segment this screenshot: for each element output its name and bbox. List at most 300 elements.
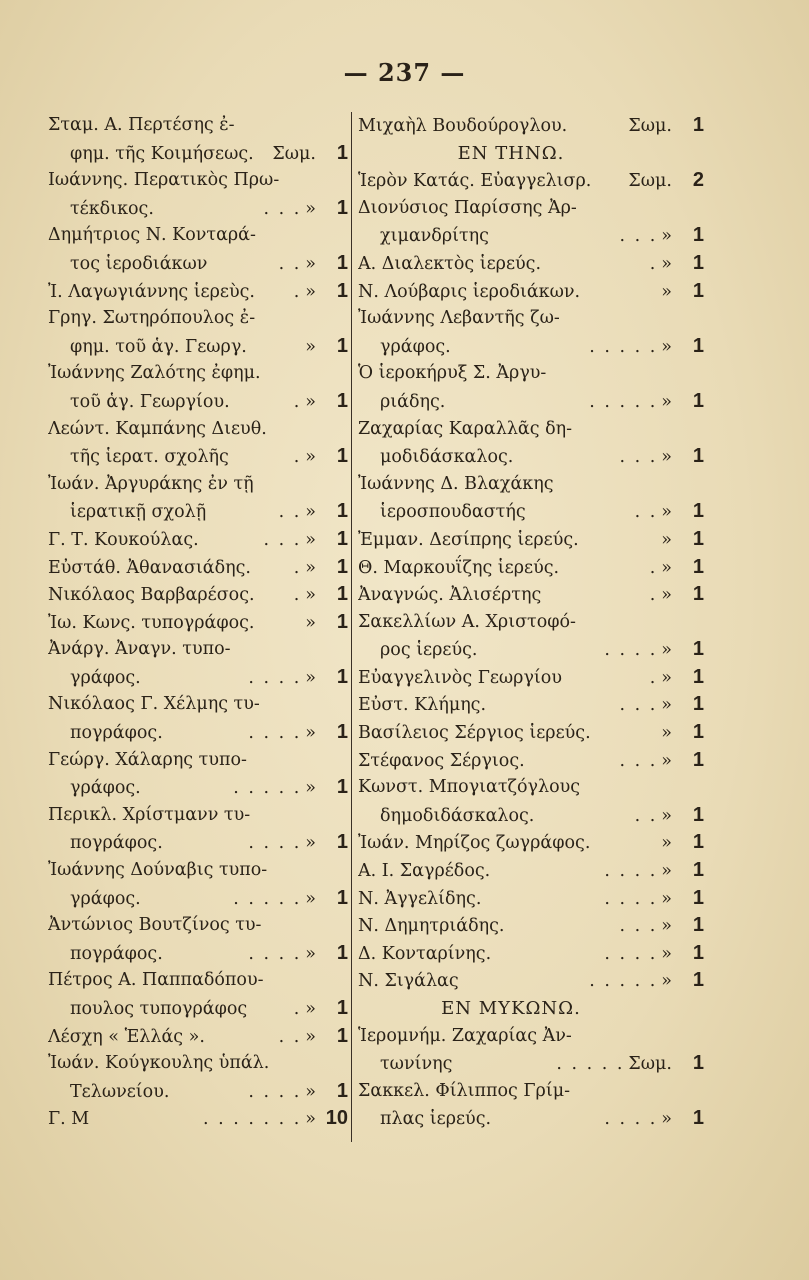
subscriber-name: πουλος τυπογράφος: [70, 999, 248, 1019]
entry-line: [48, 1078, 348, 1106]
subscriber-entry: [358, 581, 704, 609]
leader-dots: . .: [634, 502, 658, 523]
unit-label: »: [661, 226, 672, 247]
subscriber-name: Στέφανος Σέργιος.: [358, 750, 525, 771]
subscriber-name: Λέσχη « Ἑλλάς ».: [48, 1026, 205, 1047]
subscriber-name: Περικλ. Χρίστμανν τυ-: [48, 804, 251, 825]
leader-dots: . . .: [619, 750, 658, 771]
subscriber-name: Διονύσιος Παρίσσης Ἀρ-: [358, 197, 577, 218]
copies-count: 1: [336, 196, 348, 219]
subscriber-name: ριάδης.: [380, 391, 446, 412]
copies-count: 1: [336, 665, 348, 688]
entry-line: [358, 774, 704, 802]
copies-count: 1: [692, 1107, 704, 1130]
leader-dots: . . . . .: [556, 1054, 625, 1075]
entry-line: [48, 857, 348, 885]
entry-line: [358, 388, 704, 416]
unit-label: »: [661, 253, 672, 274]
subscriber-entry: [48, 636, 348, 691]
entry-line: [358, 609, 704, 637]
subscriber-name: Εὐαγγελινὸς Γεωργίου: [358, 667, 562, 688]
subscriber-name: Σακκελ. Φίλιππος Γρίμ-: [358, 1080, 570, 1101]
subscriber-name: Ν. Δημητριάδης.: [358, 916, 505, 937]
leader-dots: . . . . . . .: [202, 1109, 302, 1130]
entry-line: [48, 636, 348, 664]
entry-line: [48, 802, 348, 830]
leader-dots: . .: [278, 1026, 302, 1047]
subscriber-entry: [48, 526, 348, 554]
subscriber-entry: [358, 416, 704, 471]
subscriber-entry: [48, 471, 348, 526]
subscriber-entry: [358, 747, 704, 775]
subscriber-name: Ζαχαρίας Καραλλᾶς δη-: [358, 418, 573, 439]
leader-dots: . . . . .: [233, 778, 302, 799]
entry-line: [48, 250, 348, 278]
copies-count: 1: [692, 721, 704, 744]
unit-label: »: [661, 529, 672, 550]
subscriber-name: χιμανδρίτης: [380, 226, 489, 247]
unit-label: Σωμ.: [628, 1054, 672, 1075]
unit-label: »: [661, 833, 672, 854]
copies-count: 1: [692, 1052, 704, 1075]
entry-line: [358, 416, 704, 444]
subscriber-name: Πέτρος Α. Παππαδόπου-: [48, 970, 264, 991]
subscriber-entry: [48, 581, 348, 609]
subscriber-entry: [358, 719, 704, 747]
unit-label: »: [305, 833, 316, 854]
leader-dots: .: [293, 391, 302, 412]
subscriber-entry: [358, 912, 704, 940]
leader-dots: .: [293, 557, 302, 578]
subscriber-entry: [358, 885, 704, 913]
subscriber-name: Ἀντώνιος Βουτζίνος τυ-: [48, 915, 262, 936]
copies-count: 1: [692, 334, 704, 357]
leader-dots: . . . .: [248, 667, 302, 688]
copies-count: 1: [692, 665, 704, 688]
leader-dots: . . .: [619, 695, 658, 716]
entry-line: [48, 140, 348, 168]
copies-count: 1: [336, 389, 348, 412]
entry-line: [48, 498, 348, 526]
subscriber-name: πλας ἱερεύς.: [380, 1109, 492, 1130]
entry-line: [358, 305, 704, 333]
entry-line: [358, 581, 704, 609]
copies-count: 1: [692, 914, 704, 937]
leader-dots: .: [649, 253, 658, 274]
subscriber-entry: [48, 222, 348, 277]
unit-label: »: [305, 281, 316, 302]
entry-line: [358, 195, 704, 223]
subscriber-name: ρος ἱερεύς.: [380, 640, 478, 661]
copies-count: 1: [692, 527, 704, 550]
entry-line: [48, 747, 348, 775]
unit-label: »: [305, 447, 316, 468]
subscriber-name: τοῦ ἁγ. Γεωργίου.: [70, 391, 230, 412]
leader-dots: . . . .: [604, 861, 658, 882]
entry-line: [48, 333, 348, 361]
leader-dots: . . . . .: [233, 888, 302, 909]
entry-line: [48, 967, 348, 995]
subscriber-name: Ιωάννης. Περατικὸς Πρω-: [48, 170, 280, 191]
entry-line: [358, 719, 704, 747]
subscriber-entry: [358, 691, 704, 719]
subscriber-name: τος ἱεροδιάκων: [70, 253, 208, 274]
subscriber-name: γράφος.: [70, 888, 141, 909]
unit-label: »: [661, 502, 672, 523]
subscriber-name: δημοδιδάσκαλος.: [380, 805, 535, 826]
subscriber-name: πογράφος.: [70, 943, 163, 964]
copies-count: 1: [692, 251, 704, 274]
copies-count: 1: [336, 831, 348, 854]
entry-line: [358, 443, 704, 471]
subscriber-name: Μιχαὴλ Βουδούρογλου.: [358, 116, 568, 136]
copies-count: 1: [336, 141, 348, 164]
leader-dots: .: [293, 999, 302, 1019]
entry-line: [48, 471, 348, 499]
leader-dots: .: [649, 667, 658, 688]
leader-dots: . . . .: [604, 1109, 658, 1130]
copies-count: 1: [336, 527, 348, 550]
subscriber-name: τωνίνης: [380, 1054, 453, 1075]
unit-label: »: [305, 999, 316, 1019]
entry-line: [48, 1105, 348, 1133]
subscriber-name: μοδιδάσκαλος.: [380, 447, 514, 468]
subscriber-name: φημ. τῆς Κοιμήσεως.: [70, 143, 254, 164]
unit-label: »: [661, 805, 672, 826]
entry-line: [358, 471, 704, 499]
unit-label: »: [305, 667, 316, 688]
entry-line: [358, 1078, 704, 1106]
leader-dots: . . . .: [604, 943, 658, 964]
entry-line: [48, 940, 348, 968]
subscriber-name: γράφος.: [380, 336, 451, 357]
subscriber-name: Ἰ. Λαγωγιάννης ἱερεὺς.: [48, 281, 255, 302]
unit-label: »: [305, 336, 316, 357]
subscriber-name: τέκδικος.: [70, 198, 154, 219]
unit-label: »: [661, 1109, 672, 1130]
subscriber-entry: [358, 278, 704, 306]
unit-label: »: [661, 861, 672, 882]
unit-label: »: [305, 585, 316, 606]
unit-label: »: [661, 695, 672, 716]
subscriber-entry: [48, 609, 348, 637]
subscriber-name: Ἰωάννης Λεβαντῆς ζω-: [358, 308, 560, 329]
subscriber-entry: [48, 802, 348, 857]
unit-label: Σωμ.: [272, 143, 316, 164]
unit-label: »: [661, 723, 672, 744]
entry-line: [358, 333, 704, 361]
subscriber-name: πογράφος.: [70, 833, 163, 854]
leader-dots: . . . .: [248, 833, 302, 854]
entry-line: [358, 1023, 704, 1051]
subscriber-entry: [358, 967, 704, 995]
subscriber-name: Σακελλίων Α. Χριστοφό-: [358, 611, 576, 632]
subscriber-name: Γρηγ. Σωτηρόπουλος ἐ-: [48, 308, 256, 329]
leader-dots: . .: [278, 253, 302, 274]
subscriber-entry: [358, 940, 704, 968]
subscriber-entry: [358, 857, 704, 885]
entry-line: [358, 360, 704, 388]
entry-line: [48, 388, 348, 416]
leader-dots: . . . . .: [589, 971, 658, 992]
subscriber-entry: [358, 829, 704, 857]
subscriber-name: Α. Ι. Σαγρέδος.: [358, 861, 491, 882]
entry-line: [48, 995, 348, 1023]
entry-line: [48, 112, 348, 140]
unit-label: »: [661, 391, 672, 412]
subscriber-name: Ἰω. Κωνς. τυπογράφος.: [48, 612, 255, 633]
copies-count: 1: [336, 334, 348, 357]
subscriber-entry: [48, 554, 348, 582]
subscriber-name: γράφος.: [70, 667, 141, 688]
entry-line: [358, 1050, 704, 1078]
subscriber-name: Δημήτριος Ν. Κονταρά-: [48, 225, 256, 246]
subscriber-name: Τελωνείου.: [70, 1081, 170, 1102]
unit-label: »: [305, 253, 316, 274]
subscriber-name: φημ. τοῦ ἁγ. Γεωργ.: [70, 336, 247, 357]
leader-dots: . . .: [263, 529, 302, 550]
subscriber-name: Ἀνάργ. Ἀναγν. τυπο-: [48, 639, 231, 660]
subscriber-entry: [48, 360, 348, 415]
entry-line: [358, 278, 704, 306]
unit-label: »: [305, 502, 316, 523]
copies-count: 1: [692, 114, 704, 136]
subscriber-name: Εὐστ. Κλήμης.: [358, 695, 487, 716]
copies-count: 1: [336, 610, 348, 633]
subscriber-name: Γ. Τ. Κουκούλας.: [48, 529, 199, 550]
subscriber-entry: [358, 250, 704, 278]
subscriber-entry: [48, 1105, 348, 1133]
copies-count: 1: [336, 997, 348, 1019]
entry-line: [358, 829, 704, 857]
subscriber-name: Ἐμμαν. Δεσίπρης ἱερεύς.: [358, 529, 579, 550]
subscriber-entry: [48, 416, 348, 471]
leader-dots: . . . .: [248, 723, 302, 744]
subscriber-name: Ἱερὸν Κατάς. Εὐαγγελισρ.: [358, 171, 592, 192]
unit-label: »: [305, 943, 316, 964]
column-divider: [351, 112, 352, 1142]
subscriber-name: Ν. Λούβαρις ἱεροδιάκων.: [358, 281, 581, 302]
copies-count: 1: [692, 748, 704, 771]
subscriber-name: Κωνστ. Μπογιατζόγλους: [358, 777, 581, 798]
copies-count: 1: [692, 279, 704, 302]
entry-line: [48, 416, 348, 444]
subscriber-entry: [48, 167, 348, 222]
leader-dots: . . . .: [248, 943, 302, 964]
subscriber-name: Ἱερομνήμ. Ζαχαρίας Ἀν-: [358, 1025, 572, 1046]
leader-dots: . . . .: [248, 1081, 302, 1102]
leader-dots: . . .: [619, 447, 658, 468]
entry-line: [48, 885, 348, 913]
unit-label: Σωμ.: [628, 116, 672, 136]
subscriber-name: Α. Διαλεκτὸς ἱερεύς.: [358, 253, 542, 274]
subscriber-name: Ἰωάν. Κούγκουλης ὑπάλ.: [48, 1053, 270, 1074]
subscriber-entry: [358, 1023, 704, 1078]
subscriber-entry: [358, 664, 704, 692]
copies-count: 1: [692, 859, 704, 882]
subscriber-name: Ὁ ἱεροκήρυξ Σ. Ἀργυ-: [358, 363, 547, 384]
leader-dots: . . . . .: [589, 336, 658, 357]
subscriber-name: Ἰωάν. Ἀργυράκης ἐν τῇ: [48, 473, 254, 494]
location-heading: ΕΝ ΤΗΝΩ.: [457, 142, 565, 164]
subscriber-entry: [358, 360, 704, 415]
copies-count: 1: [692, 831, 704, 854]
subscriber-entry: [358, 774, 704, 829]
unit-label: »: [305, 1109, 316, 1130]
entry-line: [48, 443, 348, 471]
entry-line: [358, 1105, 704, 1133]
subscriber-entry: [358, 471, 704, 526]
copies-count: 1: [336, 555, 348, 578]
subscriber-entry: [48, 1023, 348, 1051]
copies-count: 1: [692, 500, 704, 523]
subscriber-name: Βασίλειος Σέργιος ἱερεύς.: [358, 723, 591, 744]
subscriber-name: τῆς ἱερατ. σχολῆς: [70, 447, 229, 468]
copies-count: 1: [336, 279, 348, 302]
unit-label: »: [661, 888, 672, 909]
entry-line: [358, 250, 704, 278]
entry-line: [48, 829, 348, 857]
entry-line: [48, 554, 348, 582]
entry-line: [48, 719, 348, 747]
entry-line: [48, 1050, 348, 1078]
leader-dots: . .: [278, 502, 302, 523]
copies-count: 1: [692, 583, 704, 606]
entry-line: [358, 112, 704, 140]
subscriber-name: ἱερατικῇ σχολῇ: [70, 502, 207, 523]
entry-line: [48, 167, 348, 195]
unit-label: »: [305, 557, 316, 578]
copies-count: 1: [336, 886, 348, 909]
copies-count: 1: [692, 389, 704, 412]
unit-label: »: [661, 447, 672, 468]
location-heading: ΕΝ ΜΥΚΩΝΩ.: [441, 998, 581, 1019]
subscriber-name: Ἰωάννης Δούναβις τυπο-: [48, 860, 268, 881]
copies-count: 1: [692, 445, 704, 468]
subscriber-entry: [358, 112, 704, 140]
copies-count: 1: [692, 803, 704, 826]
subscriber-entry: [48, 691, 348, 746]
unit-label: »: [661, 667, 672, 688]
leader-dots: .: [293, 585, 302, 606]
leader-dots: . .: [634, 805, 658, 826]
subscriber-name: Λεώντ. Καμπάνης Διευθ.: [48, 418, 267, 439]
leader-dots: .: [649, 557, 658, 578]
subscriber-entry: [358, 609, 704, 664]
subscriber-name: Δ. Κονταρίνης.: [358, 943, 492, 964]
copies-count: 2: [692, 169, 704, 192]
subscriber-name: Εὐστάθ. Ἀθανασιάδης.: [48, 557, 251, 578]
entry-line: [48, 581, 348, 609]
unit-label: »: [305, 723, 316, 744]
subscriber-name: Νικόλαος Βαρβαρέσος.: [48, 585, 255, 606]
leader-dots: . . . .: [604, 640, 658, 661]
entry-line: [48, 774, 348, 802]
subscriber-entry: [48, 857, 348, 912]
entry-line: [358, 526, 704, 554]
subscriber-name: Ἀναγνώς. Ἀλισέρτης: [358, 585, 542, 606]
entry-line: [358, 498, 704, 526]
subscriber-entry: [48, 967, 348, 1022]
copies-count: 1: [692, 638, 704, 661]
leader-dots: . . .: [619, 916, 658, 937]
copies-count: 1: [692, 886, 704, 909]
entry-line: [48, 195, 348, 223]
copies-count: 1: [692, 224, 704, 247]
entry-line: [358, 747, 704, 775]
subscriber-name: Ἰωάννης Ζαλότης ἐφημ.: [48, 363, 261, 384]
subscriber-entry: [358, 167, 704, 195]
copies-count: 1: [336, 776, 348, 799]
entry-line: [358, 967, 704, 995]
subscriber-name: Σταμ. Α. Περτέσης ἐ-: [48, 115, 235, 135]
entry-line: [358, 912, 704, 940]
entry-line: [48, 305, 348, 333]
entry-line: [48, 691, 348, 719]
unit-label: »: [305, 529, 316, 550]
unit-label: »: [305, 612, 316, 633]
entry-line: [48, 278, 348, 306]
unit-label: »: [305, 391, 316, 412]
leader-dots: . . .: [263, 198, 302, 219]
subscriber-name: Γεώργ. Χάλαρης τυπο-: [48, 749, 247, 770]
subscriber-name: Θ. Μαρκουΐζης ἱερεύς.: [358, 557, 560, 578]
entry-line: [358, 885, 704, 913]
unit-label: »: [661, 336, 672, 357]
entry-line: [48, 526, 348, 554]
unit-label: »: [661, 640, 672, 661]
copies-count: 1: [336, 500, 348, 523]
leader-dots: . . . .: [604, 888, 658, 909]
entry-line: [48, 912, 348, 940]
entry-line: [48, 609, 348, 637]
subscriber-name: Γ. Μ: [48, 1109, 90, 1130]
unit-label: Σωμ.: [628, 171, 672, 192]
copies-count: 1: [336, 721, 348, 744]
copies-count: 1: [692, 555, 704, 578]
entry-line: [48, 222, 348, 250]
unit-label: »: [661, 557, 672, 578]
entry-line: [358, 802, 704, 830]
subscriber-entry: [358, 305, 704, 360]
unit-label: »: [661, 943, 672, 964]
subscriber-entry: [358, 195, 704, 250]
entry-line: [48, 1023, 348, 1051]
entry-line: [358, 664, 704, 692]
entry-line: [358, 636, 704, 664]
leader-dots: . . . . .: [589, 391, 658, 412]
subscriber-entry: [48, 912, 348, 967]
subscriber-name: ἱεροσπουδαστής: [380, 502, 526, 523]
left-column: [48, 112, 348, 1133]
entry-line: [358, 691, 704, 719]
leader-dots: .: [293, 281, 302, 302]
entry-line: [358, 554, 704, 582]
subscriber-name: Ἰωάν. Μηρίζος ζωγράφος.: [358, 833, 591, 854]
unit-label: »: [305, 1081, 316, 1102]
subscriber-entry: [48, 112, 348, 167]
entry-line: [358, 940, 704, 968]
subscriber-entry: [48, 747, 348, 802]
entry-line: [48, 664, 348, 692]
copies-count: 1: [692, 941, 704, 964]
subscriber-name: γράφος.: [70, 778, 141, 799]
unit-label: »: [305, 888, 316, 909]
unit-label: »: [661, 281, 672, 302]
copies-count: 10: [325, 1107, 348, 1130]
copies-count: 1: [336, 583, 348, 606]
copies-count: 1: [692, 693, 704, 716]
